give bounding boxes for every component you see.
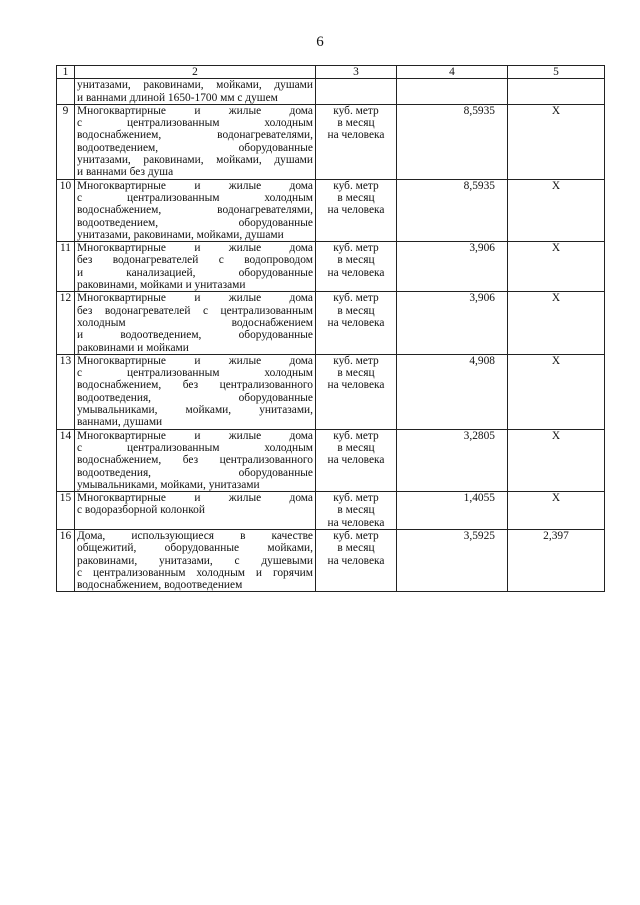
description-line: ваннами, душами: [77, 416, 163, 429]
row-norm-value: 4,908: [397, 354, 508, 429]
description-line: унитазами, раковинами, мойками, душами: [77, 154, 313, 167]
unit-line: на человека: [327, 554, 385, 567]
description-line: без водонагревателей с централизованным: [77, 304, 313, 317]
unit-line: куб. метр: [333, 429, 379, 442]
row-number: 9: [57, 104, 75, 179]
description-line: и ваннами длиной 1650-1700 мм с душем: [77, 91, 278, 104]
description-line: с централизованным холодным и горячим: [77, 566, 313, 579]
row-description: [75, 429, 316, 491]
description-line: Многоквартирные и жилые дома: [77, 242, 313, 255]
page-number: 6: [316, 34, 324, 50]
table-row: [57, 242, 605, 292]
unit-line: в месяц: [337, 441, 375, 454]
row-norm-value: [397, 79, 508, 105]
row-norm-value-hot: Х: [508, 492, 605, 530]
table-row: [57, 179, 605, 241]
row-norm-value: 8,5935: [397, 104, 508, 179]
description-line: Многоквартирные и жилые дома: [77, 492, 313, 505]
description-line: водоснабжением, без централизованного: [77, 454, 313, 467]
unit-line: на человека: [327, 204, 385, 217]
row-norm-value: 3,906: [397, 292, 508, 354]
description-line: раковинами и мойками: [77, 341, 189, 354]
header-col-1: 1: [57, 66, 75, 79]
description-line: водоснабжением, водонагревателями,: [77, 129, 313, 142]
table-row: [57, 79, 605, 105]
description-line: водоотведения, оборудованные: [77, 466, 313, 479]
description-line: Дома, использующиеся в качестве: [77, 529, 313, 542]
header-col-5: 5: [508, 66, 605, 79]
row-unit: [316, 179, 397, 241]
description-line: водоотведения, оборудованные: [77, 391, 313, 404]
unit-line: куб. метр: [333, 529, 379, 542]
unit-line: в месяц: [337, 367, 375, 380]
description-line: водоснабжением, водоотведением: [77, 579, 243, 592]
description-line: водоснабжением, водонагревателями,: [77, 204, 313, 217]
row-number: 12: [57, 292, 75, 354]
table-row: [57, 429, 605, 491]
unit-line: в месяц: [337, 117, 375, 130]
unit-line: куб. метр: [333, 179, 379, 192]
description-line: с водоразборной колонкой: [77, 504, 205, 517]
row-description: [75, 179, 316, 241]
row-description: [75, 354, 316, 429]
unit-line: куб. метр: [333, 292, 379, 305]
table-header-row: [57, 66, 605, 79]
description-line: холодным водоснабжением: [77, 316, 313, 329]
description-line: с централизованным холодным: [77, 367, 313, 380]
description-line: водоотведением, оборудованные: [77, 141, 313, 154]
description-line: Многоквартирные и жилые дома: [77, 179, 313, 192]
row-unit: [316, 292, 397, 354]
unit-line: на человека: [327, 129, 385, 142]
description-line: с централизованным холодным: [77, 441, 313, 454]
row-norm-value-hot: Х: [508, 429, 605, 491]
table-row: [57, 492, 605, 530]
norms-table: [56, 65, 605, 592]
row-norm-value-hot: 2,397: [508, 529, 605, 591]
row-unit: [316, 104, 397, 179]
row-number: 15: [57, 492, 75, 530]
unit-line: в месяц: [337, 542, 375, 555]
description-line: раковинами, мойками и унитазами: [77, 279, 246, 292]
description-line: и канализацией, оборудованные: [77, 266, 313, 279]
description-line: унитазами, раковинами, мойками, душами: [77, 79, 313, 92]
row-number: [57, 79, 75, 105]
description-line: и ваннами без душа: [77, 166, 174, 179]
row-norm-value: 3,906: [397, 242, 508, 292]
description-line: и водоотведением, оборудованные: [77, 329, 313, 342]
row-unit: [316, 242, 397, 292]
unit-line: на человека: [327, 516, 385, 529]
row-description: [75, 492, 316, 530]
row-unit: [316, 429, 397, 491]
description-line: Многоквартирные и жилые дома: [77, 354, 313, 367]
row-norm-value-hot: Х: [508, 354, 605, 429]
row-norm-value: 3,5925: [397, 529, 508, 591]
description-line: водоснабжением, без централизованного: [77, 379, 313, 392]
unit-line: куб. метр: [333, 242, 379, 255]
row-unit: [316, 354, 397, 429]
row-unit: [316, 529, 397, 591]
description-line: с централизованным холодным: [77, 117, 313, 130]
description-line: без водонагревателей с водопроводом: [77, 254, 313, 267]
description-line: с централизованным холодным: [77, 191, 313, 204]
unit-line: в месяц: [337, 191, 375, 204]
header-col-4: 4: [397, 66, 508, 79]
row-norm-value-hot: Х: [508, 292, 605, 354]
unit-line: куб. метр: [333, 354, 379, 367]
description-line: умывальниками, мойками, унитазами: [77, 478, 260, 491]
unit-line: на человека: [327, 379, 385, 392]
unit-line: на человека: [327, 266, 385, 279]
row-norm-value-hot: [508, 79, 605, 105]
row-description: [75, 529, 316, 591]
row-number: 10: [57, 179, 75, 241]
row-description: [75, 79, 316, 105]
norms-table-body: [57, 66, 605, 592]
row-number: 11: [57, 242, 75, 292]
row-description: [75, 292, 316, 354]
table-row: [57, 104, 605, 179]
row-description: [75, 242, 316, 292]
description-line: водоотведением, оборудованные: [77, 216, 313, 229]
unit-line: в месяц: [337, 254, 375, 267]
description-line: общежитий, оборудованные мойками,: [77, 542, 313, 555]
unit-line: в месяц: [337, 304, 375, 317]
row-number: 13: [57, 354, 75, 429]
row-norm-value-hot: Х: [508, 242, 605, 292]
row-norm-value: 1,4055: [397, 492, 508, 530]
description-line: умывальниками, мойками, унитазами,: [77, 404, 313, 417]
unit-line: куб. метр: [333, 104, 379, 117]
row-description: [75, 104, 316, 179]
unit-line: куб. метр: [333, 492, 379, 505]
row-unit: [316, 79, 397, 105]
header-col-2: 2: [75, 66, 316, 79]
row-number: 14: [57, 429, 75, 491]
header-col-3: 3: [316, 66, 397, 79]
description-line: раковинами, унитазами, с душевыми: [77, 554, 313, 567]
row-norm-value-hot: Х: [508, 104, 605, 179]
description-line: Многоквартирные и жилые дома: [77, 292, 313, 305]
row-norm-value-hot: Х: [508, 179, 605, 241]
row-unit: [316, 492, 397, 530]
table-row: [57, 354, 605, 429]
unit-line: в месяц: [337, 504, 375, 517]
description-line: Многоквартирные и жилые дома: [77, 104, 313, 117]
unit-line: на человека: [327, 454, 385, 467]
table-row: [57, 529, 605, 591]
row-norm-value: 8,5935: [397, 179, 508, 241]
row-number: 16: [57, 529, 75, 591]
table-row: [57, 292, 605, 354]
row-norm-value: 3,2805: [397, 429, 508, 491]
description-line: Многоквартирные и жилые дома: [77, 429, 313, 442]
description-line: унитазами, раковинами, мойками, душами: [77, 228, 284, 241]
unit-line: на человека: [327, 316, 385, 329]
